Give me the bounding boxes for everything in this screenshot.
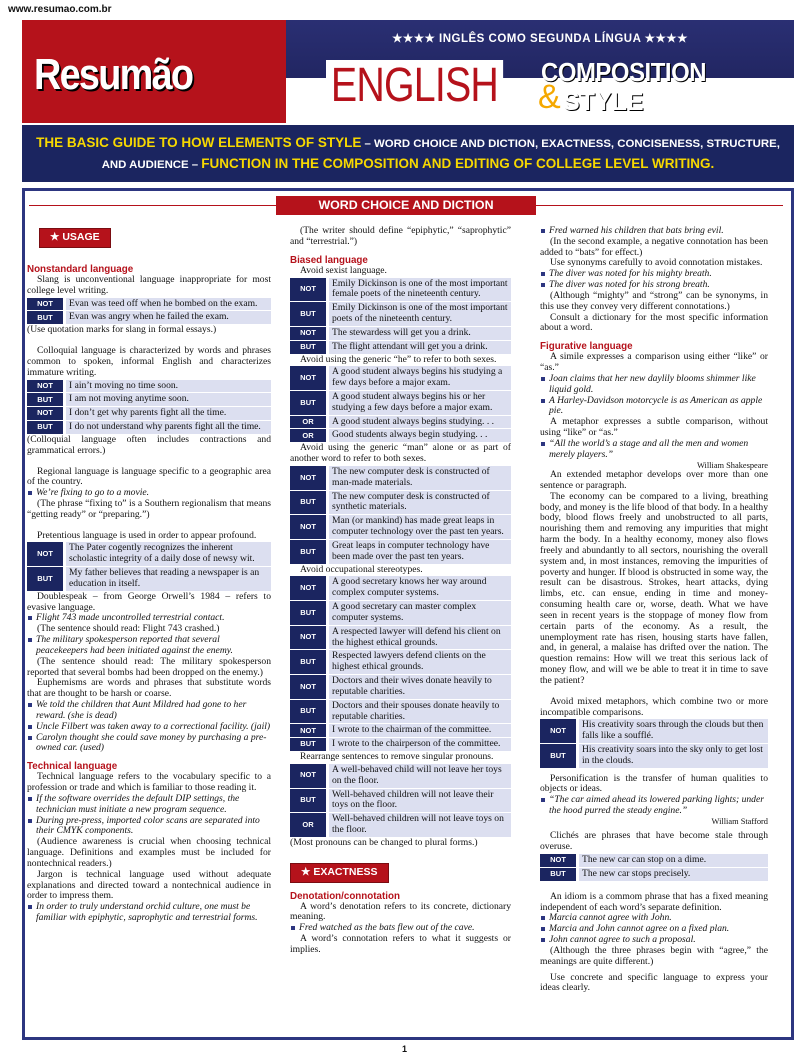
column-3 — [540, 226, 768, 994]
paragraph: (Although “mighty” and “strong” can be synonyms, in this use they convey very different connotations.) — [540, 289, 768, 312]
bullet-example: The diver was noted for his strong breath. — [540, 280, 768, 291]
example-row — [290, 675, 511, 699]
example-text: I wrote to the chairperson of the committee. — [329, 738, 511, 751]
paragraph: (The sentence should read: The military spokesperson reported that several bombs had been dropped on the enemy.) — [27, 655, 271, 678]
example-text: Great leaps in computer technology have been made over the past ten years. — [329, 540, 511, 564]
paragraph: Clichés are phrases that have become stale through overuse. — [540, 830, 768, 853]
but-label: BUT — [290, 601, 326, 625]
not-label: NOT — [290, 515, 326, 539]
example-text: I do not understand why parents fight all the time. — [66, 421, 271, 434]
bullet-example: Flight 743 made uncontrolled terrestrial contact. — [27, 613, 271, 624]
bullet-example: Fred watched as the bats flew out of the cave. — [290, 923, 511, 934]
header — [22, 20, 794, 123]
bullet-example: John cannot agree to such a proposal. — [540, 935, 768, 946]
example-row — [290, 700, 511, 724]
example-row — [540, 868, 768, 881]
example-row — [27, 393, 271, 406]
paragraph: The economy can be compared to a living, breathing body, and money is the life blood of that body. In a healthy body, blood flows freely and unobstructed to all parts, nourishing them and removing any impurities that might harm the body. In a healthy economy, money also flows freely and abundantly to all sectors, nourishing the overall system and, in most instances, removing the impurities of poverty and hunger. If blood is obstructed in some way, the result can be disastrous. Strokes, heart attacks, dying limbs, etc. can ensue, ending in time and money-consuming health care or, worse, death. What we have seen in recent years is the stoppage of money flow from certain parts of the economy. As a result, the unemployment rate has risen, housing starts have fallen, and, in general, a malaise has drifted over the nation. The question remains: How will we treat this serious lack of money flow, and will we be able to treat it in time to save the patient? — [540, 490, 768, 686]
site-url: www.resumao.com.br — [8, 4, 112, 15]
not-label: NOT — [290, 626, 326, 650]
paragraph: Euphemisms are words and phrases that substitute words that are thought to be harsh or coarse. — [27, 677, 271, 700]
example-row — [290, 491, 511, 515]
example-row — [290, 813, 511, 837]
resumao-logo: Resumão — [34, 50, 193, 99]
but-label: BUT — [27, 393, 63, 406]
example-row — [27, 298, 271, 311]
example-row — [290, 576, 511, 600]
but-label: BUT — [27, 421, 63, 434]
attribution: William Stafford — [711, 816, 768, 826]
title-ampersand: & — [538, 78, 561, 116]
example-row — [540, 744, 768, 768]
example-row — [290, 429, 511, 442]
paragraph: Slang is unconventional language inappropriate for most college level writing. — [27, 273, 271, 296]
bullet-example: A Harley-Davidson motorcycle is as American as apple pie. — [540, 396, 768, 418]
bullet-example: During pre-press, imported color scans are separated into their CMYK components. — [27, 816, 271, 838]
example-text: Evan was angry when he failed the exam. — [66, 311, 271, 324]
title-composition: COMPOSITION — [541, 57, 707, 87]
example-text: A respected lawyer will defend his client on the highest ethical grounds. — [329, 626, 511, 650]
or-label: OR — [290, 416, 326, 429]
paragraph: (In the second example, a negative connotation has been added to “bats” for effect.) — [540, 235, 768, 258]
example-row — [290, 391, 511, 415]
title-banner — [286, 20, 794, 123]
example-text: Good students always begin studying. . . — [329, 429, 511, 442]
example-text: I ain’t moving no time soon. — [66, 380, 271, 393]
example-text: Evan was teed off when he bombed on the exam. — [66, 298, 271, 311]
but-label: BUT — [540, 868, 576, 881]
paragraph: A metaphor expresses a subtle comparison, without using “like” or “as.” — [540, 416, 768, 439]
subheading: Nonstandard language — [27, 263, 134, 275]
bullet-example: The military spokesperson reported that several peacekeepers had been initiated against the enemy. — [27, 635, 271, 657]
example-text: A good student always begins his or her studying a few days before a major exam. — [329, 391, 511, 415]
example-row — [290, 341, 511, 354]
bullet-example: “All the world’s a stage and all the men and women merely players.” — [540, 439, 768, 461]
column-2 — [290, 226, 511, 956]
example-row — [290, 650, 511, 674]
but-label: BUT — [290, 341, 326, 354]
bullet-example: In order to truly understand orchid culture, one must be familiar with epiphytic, saprophytic and terrestrial forms. — [27, 902, 271, 924]
example-row — [290, 515, 511, 539]
paragraph: (The sentence should read: Flight 743 crashed.) — [37, 623, 220, 635]
not-label: NOT — [540, 854, 576, 867]
example-text: The new car stops precisely. — [579, 868, 768, 881]
usage-heading: ★ USAGE — [39, 228, 111, 248]
but-label: BUT — [290, 491, 326, 515]
example-text: Doctors and their spouses donate heavily to reputable charities. — [329, 700, 511, 724]
not-label: NOT — [290, 466, 326, 490]
not-label: NOT — [290, 327, 326, 340]
but-label: BUT — [27, 311, 63, 324]
but-label: BUT — [290, 738, 326, 751]
but-label: BUT — [290, 540, 326, 564]
paragraph: Pretentious language is used in order to appear profound. — [37, 529, 257, 541]
subheading: Figurative language — [540, 341, 633, 353]
example-text: His creativity soars into the sky only to get lost in the clouds. — [579, 744, 768, 768]
example-text: Respected lawyers defend clients on the highest ethical grounds. — [329, 650, 511, 674]
not-label: NOT — [27, 407, 63, 420]
example-text: My father believes that reading a newspaper is an education in itself. — [66, 567, 271, 591]
not-label: NOT — [290, 366, 326, 390]
example-text: A good secretary can master complex computer systems. — [329, 601, 511, 625]
bullet-example: We’re fixing to go to a movie. — [27, 488, 271, 499]
but-label: BUT — [290, 789, 326, 813]
example-row — [290, 416, 511, 429]
subheading: Denotation/connotation — [290, 890, 400, 902]
title-english: ENGLISH — [326, 60, 503, 112]
subtitle — [22, 125, 794, 182]
but-label: BUT — [540, 744, 576, 768]
example-text: His creativity soars through the clouds but then falls like a soufflé. — [579, 719, 768, 743]
example-row — [27, 407, 271, 420]
example-text: A well-behaved child will not leave her toys on the floor. — [329, 764, 511, 788]
paragraph: An extended metaphor develops over more than one sentence or paragraph. — [540, 469, 768, 491]
example-row — [290, 540, 511, 564]
example-row — [290, 327, 511, 340]
example-row — [290, 738, 511, 751]
example-text: Emily Dickinson is one of the most important female poets of the nineteenth century. — [329, 278, 511, 302]
paragraph: Consult a dictionary for the most specific information about a word. — [540, 311, 768, 334]
example-text: The flight attendant will get you a drink. — [329, 341, 511, 354]
example-row — [27, 567, 271, 591]
example-row — [290, 601, 511, 625]
paragraph: (The writer should define “epiphytic,” “saprophytic” and “terrestrial.”) — [290, 225, 511, 247]
not-label: NOT — [290, 764, 326, 788]
example-row — [27, 380, 271, 393]
example-text: I am not moving anytime soon. — [66, 393, 271, 406]
example-row — [540, 719, 768, 743]
but-label: BUT — [290, 650, 326, 674]
not-label: NOT — [290, 675, 326, 699]
paragraph: Use synonyms carefully to avoid connotation mistakes. — [550, 257, 763, 269]
not-label: NOT — [27, 298, 63, 311]
not-label: NOT — [290, 724, 326, 737]
paragraph: (Audience awareness is crucial when choosing technical language. Definitions and examples must be included for nontechnical readers.) — [27, 836, 271, 869]
paragraph: Personification is the transfer of human qualities to objects or ideas. — [540, 772, 768, 795]
subtitle-part3: FUNCTION IN THE COMPOSITION AND EDITING OF COLLEGE LEVEL WRITING. — [201, 156, 715, 171]
bullet-example: If the software overrides the default DIP settings, the technician must initiate a new program sequence. — [27, 794, 271, 816]
example-text: Man (or mankind) has made great leaps in computer technology over the past ten years. — [329, 515, 511, 539]
bullet-example: The diver was noted for his mighty breath. — [540, 269, 768, 280]
paragraph: (Although the three phrases begin with “agree,” the meanings are quite different.) — [540, 944, 768, 967]
example-text: I wrote to the chairman of the committee. — [329, 724, 511, 737]
not-label: NOT — [540, 719, 576, 743]
example-text: The new computer desk is constructed of synthetic materials. — [329, 491, 511, 515]
example-text: The stewardess will get you a drink. — [329, 327, 511, 340]
paragraph: A simile expresses a comparison using either “like” or “as.” — [540, 351, 768, 374]
bullet-example: Marcia cannot agree with John. — [540, 913, 768, 924]
column-1 — [27, 226, 271, 924]
example-text: Well-behaved children will not leave toys on the floor. — [329, 813, 511, 837]
example-text: Doctors and their wives donate heavily to reputable charities. — [329, 675, 511, 699]
example-row — [290, 789, 511, 813]
but-label: BUT — [290, 700, 326, 724]
example-row — [290, 764, 511, 788]
bullet-example: Fred warned his children that bats bring evil. — [540, 226, 768, 237]
subtitle-part1: THE BASIC GUIDE TO HOW ELEMENTS OF STYLE — [36, 135, 362, 150]
paragraph: Regional language is language specific to a geographic area of the country. — [27, 465, 271, 488]
subheading: Technical language — [27, 761, 118, 773]
attribution: William Shakespeare — [696, 460, 768, 470]
not-label: NOT — [290, 576, 326, 600]
paragraph: An idiom is a commom phrase that has a fixed meaning independent of each word’s separate definition. — [540, 890, 768, 913]
paragraph: (Use quotation marks for slang in formal essays.) — [27, 324, 217, 336]
paragraph: Avoid using the generic “he” to refer to both sexes. — [300, 353, 497, 365]
paragraph: Avoid occupational stereotypes. — [300, 563, 423, 575]
subtitle-part2: – WORD CHOICE AND DICTION, EXACTNESS, CONCISENESS, STRUCTURE, AND AUDIENCE – — [101, 138, 780, 171]
not-label: NOT — [27, 542, 63, 566]
page-number: 1 — [401, 1044, 407, 1054]
paragraph: Jargon is technical language used without adequate explanations and directed toward a nontechnical audience in order to impress them. — [27, 868, 271, 902]
exactness-heading: ★ EXACTNESS — [290, 863, 389, 883]
paragraph: Avoid sexist language. — [300, 264, 387, 276]
example-text: A good student always begins his studying a few days before a major exam. — [329, 366, 511, 390]
paragraph: (Most pronouns can be changed to plural forms.) — [290, 836, 478, 848]
example-text: Emily Dickinson is one of the most important poets of the nineteenth century. — [329, 302, 511, 326]
bullet-example: Uncle Filbert was taken away to a correctional facility. (jail) — [27, 722, 271, 733]
bullet-example: Carolyn thought she could save money by purchasing a pre-owned car. (used) — [27, 733, 271, 755]
example-row — [27, 542, 271, 566]
paragraph: Colloquial language is characterized by words and phrases common to spoken, informal English and characterizes immature writing. — [27, 345, 271, 378]
or-label: OR — [290, 813, 326, 837]
example-row — [27, 311, 271, 324]
bullet-example: We told the children that Aunt Mildred had gone to her reward. (she is dead) — [27, 700, 271, 722]
paragraph: Avoid using the generic “man” alone or as part of another word to refer to both sexes. — [290, 442, 511, 465]
not-label: NOT — [290, 278, 326, 302]
paragraph: Avoid mixed metaphors, which combine two or more incompatible comparisons. — [540, 695, 768, 718]
or-label: OR — [290, 429, 326, 442]
bullet-example: “The car aimed ahead its lowered parking lights; under the hood purred the steady engine.” — [540, 795, 768, 817]
example-text: The Pater cogently recognizes the inherent scholastic integrity of a daily dose of newsy wit. — [66, 542, 271, 566]
example-row — [27, 421, 271, 434]
not-label: NOT — [27, 380, 63, 393]
paragraph: Doublespeak – from George Orwell’s 1984 – refers to evasive language. — [27, 590, 271, 613]
but-label: BUT — [27, 567, 63, 591]
bullet-example: Joan claims that her new daylily blooms shimmer like liquid gold. — [540, 374, 768, 396]
paragraph: Technical language refers to the vocabulary specific to a profession or trade and which is familiar to those reading it. — [27, 771, 271, 794]
but-label: BUT — [290, 391, 326, 415]
example-row — [290, 366, 511, 390]
paragraph: (Colloquial language often includes contractions and grammatical errors.) — [27, 433, 271, 456]
example-text: A good secretary knows her way around complex computer systems. — [329, 576, 511, 600]
bullet-example: Marcia and John cannot agree on a fixed plan. — [540, 924, 768, 935]
example-row — [290, 302, 511, 326]
example-row — [540, 854, 768, 867]
but-label: BUT — [290, 302, 326, 326]
example-row — [290, 278, 511, 302]
example-row — [290, 724, 511, 737]
paragraph: A word’s denotation refers to its concrete, dictionary meaning. — [290, 900, 511, 923]
paragraph: A word’s connotation refers to what it suggests or implies. — [290, 933, 511, 955]
example-row — [290, 466, 511, 490]
example-text: The new car can stop on a dime. — [579, 854, 768, 867]
title-style: STYLE — [563, 88, 644, 116]
example-text: The new computer desk is constructed of man-made materials. — [329, 466, 511, 490]
section-title: WORD CHOICE AND DICTION — [276, 196, 536, 215]
example-text: Well-behaved children will not leave their toys on the floor. — [329, 789, 511, 813]
example-row — [290, 626, 511, 650]
paragraph: (The phrase “fixing to” is a Southern regionalism that means “getting ready” or “preparing.”) — [27, 498, 271, 520]
example-text: I don’t get why parents fight all the time. — [66, 407, 271, 420]
example-text: A good student always begins studying. . . — [329, 416, 511, 429]
tagline: ★★★★ INGLÊS COMO SEGUNDA LÍNGUA ★★★★ — [392, 33, 688, 45]
paragraph: Use concrete and specific language to express your ideas clearly. — [540, 971, 768, 994]
subheading: Biased language — [290, 254, 368, 266]
paragraph: Rearrange sentences to remove singular pronouns. — [300, 751, 494, 763]
